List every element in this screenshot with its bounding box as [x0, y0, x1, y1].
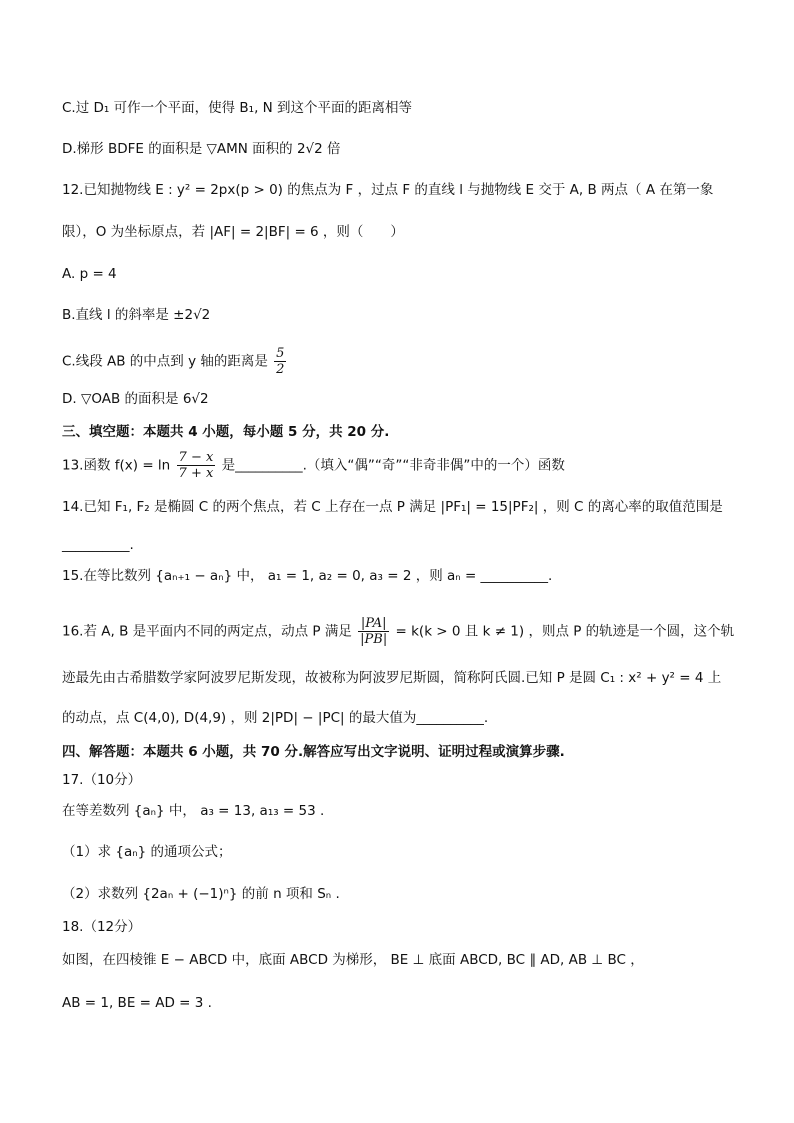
question-13-prefix: 13.函数 f(x) = ln	[62, 457, 171, 474]
fraction-denominator: |PB|	[360, 632, 388, 647]
question-14-line1: 14.已知 F₁, F₂ 是椭圆 C 的两个焦点，若 C 上存在一点 P 满足 |PF₁| = 15|PF₂| ，则 C 的离心率的取值范围是	[62, 499, 723, 515]
fraction-numerator: 7 − x	[178, 450, 214, 465]
option-d-q12: D. ▽OAB 的面积是 6√2	[62, 391, 209, 407]
fraction-denominator: 2	[276, 362, 285, 377]
option-a-q12: A. p = 4	[62, 266, 117, 282]
option-c-q12	[62, 346, 742, 377]
section-4-heading: 四、解答题：本题共 6 小题，共 70 分.解答应写出文字说明、证明过程或演算步骤.	[62, 744, 565, 760]
question-13	[62, 450, 742, 481]
fraction-pa-pb	[358, 616, 389, 647]
question-14-line2: __________.	[62, 537, 134, 553]
option-c-q11: C.过 D₁ 可作一个平面，使得 B₁, N 到这个平面的距离相等	[62, 100, 413, 116]
question-18-header: 18.（12分）	[62, 919, 142, 935]
fraction-5-2	[274, 346, 286, 377]
question-17-part1: （1）求 {aₙ} 的通项公式；	[62, 844, 232, 860]
option-c-q12-text: C.线段 AB 的中点到 y 轴的距离是	[62, 353, 268, 370]
question-18-line1: 如图，在四棱锥 E − ABCD 中，底面 ABCD 为梯形， BE ⊥ 底面 ABCD, BC ∥ AD, AB ⊥ BC ，	[62, 952, 644, 968]
question-12-line2: 限），O 为坐标原点，若 |AF| = 2|BF| = 6 ，则（ ）	[62, 224, 404, 240]
fraction-7-x	[177, 450, 216, 481]
question-17-part2: （2）求数列 {2aₙ + (−1)ⁿ} 的前 n 项和 Sₙ .	[62, 886, 340, 902]
fraction-denominator: 7 + x	[178, 466, 214, 481]
question-16-line3: 的动点，点 C(4,0), D(4,9) ，则 2|PD| − |PC| 的最大值为__________.	[62, 710, 489, 726]
question-12-line1: 12.已知抛物线 E : y² = 2px(p > 0) 的焦点为 F ，过点 F 的直线 l 与抛物线 E 交于 A, B 两点（ A 在第一象	[62, 182, 714, 198]
question-17-stem: 在等差数列 {aₙ} 中， a₃ = 13, a₁₃ = 53 .	[62, 803, 325, 819]
option-d-q11: D.梯形 BDFE 的面积是 ▽AMN 面积的 2√2 倍	[62, 141, 341, 157]
question-18-line2: AB = 1, BE = AD = 3 .	[62, 995, 212, 1011]
fraction-numerator: |PA|	[358, 616, 389, 632]
question-17-header: 17.（10分）	[62, 772, 142, 788]
section-3-heading: 三、填空题：本题共 4 小题，每小题 5 分，共 20 分.	[62, 424, 390, 440]
question-16-prefix: 16.若 A, B 是平面内不同的两定点，动点 P 满足	[62, 623, 352, 640]
question-16-line2: 迹最先由古希腊数学家阿波罗尼斯发现，故被称为阿波罗尼斯圆，简称阿氏圆.已知 P 是圆 C₁ : x² + y² = 4 上	[62, 670, 722, 686]
question-13-suffix: 是__________.（填入“偶”“奇”“非奇非偶”中的一个）函数	[221, 457, 565, 474]
question-16-suffix: = k(k > 0 且 k ≠ 1) ，则点 P 的轨迹是一个圆，这个轨	[395, 623, 735, 640]
fraction-numerator: 5	[276, 346, 285, 361]
option-b-q12: B.直线 l 的斜率是 ±2√2	[62, 307, 211, 323]
question-15: 15.在等比数列 {aₙ₊₁ − aₙ} 中， a₁ = 1, a₂ = 0, a₃ = 2 ，则 aₙ = __________.	[62, 568, 553, 584]
question-16-line1	[62, 616, 742, 647]
